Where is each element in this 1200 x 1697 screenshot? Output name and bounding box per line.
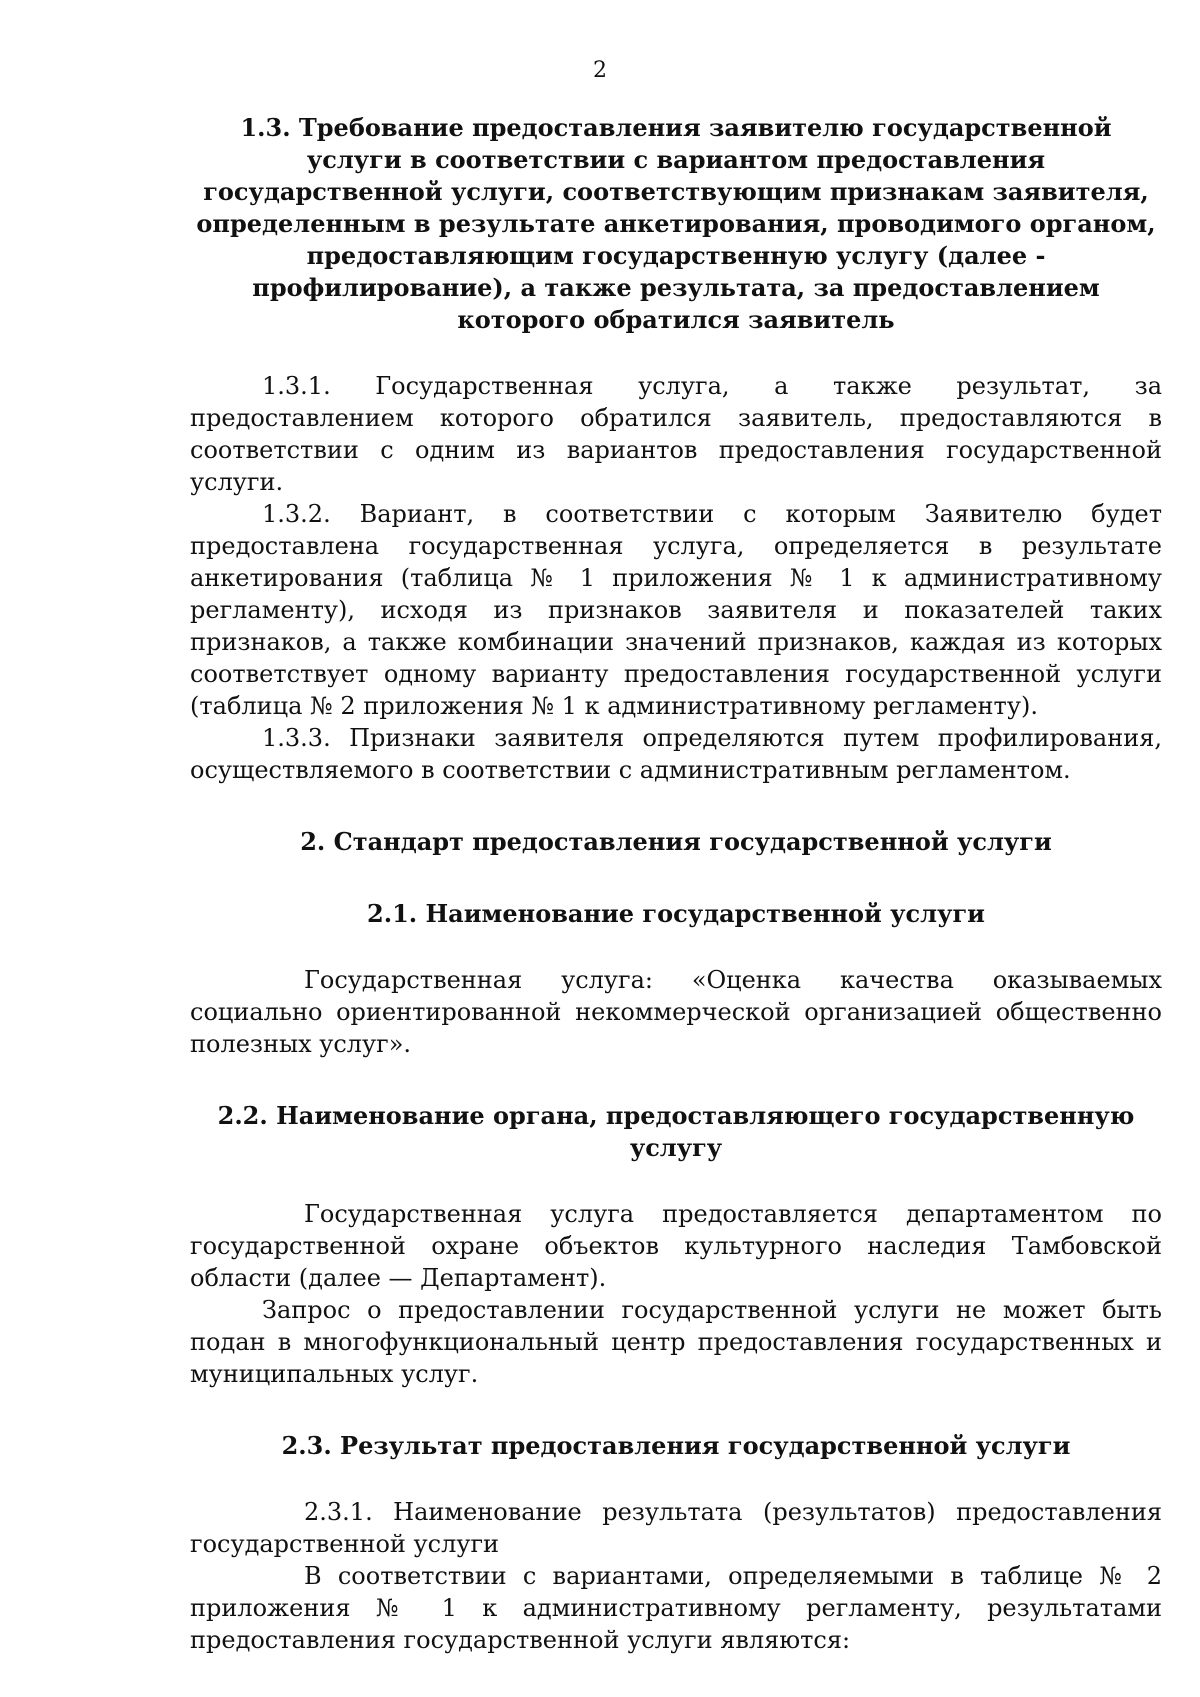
- spacer: [190, 1390, 1162, 1430]
- paragraph-2-3-2: В соответствии с вариантами, определяемыми в таблице № 2 приложения № 1 к административному регламенту, результатами предоставления государственной услуги являются:: [190, 1562, 1162, 1654]
- spacer: [190, 858, 1162, 898]
- page-number: 2: [593, 58, 607, 83]
- paragraph-2-3-1: 2.3.1. Наименование результата (результатов) предоставления государственной услуги: [190, 1498, 1162, 1558]
- paragraph-2-1-1: Государственная услуга: «Оценка качества оказываемых социально ориентированной некоммерческой организацией общественно полезных услуг».: [190, 966, 1162, 1058]
- paragraph-1-3-2: 1.3.2. Вариант, в соответствии с которым Заявителю будет предоставлена государственная услуга, определяется в результате анкетирования (таблица № 1 приложения № 1 к административному регламенту), исходя из признаков заявителя и показателей таких признаков, а также комбинации значений признаков, каждая из которых соответствует одному варианту предоставления государственной услуги (таблица № 2 приложения № 1 к административному регламенту).: [190, 500, 1162, 720]
- paragraph-2-2-2: Запрос о предоставлении государственной услуги не может быть подан в многофункциональный центр предоставления государственных и муниципальных услуг.: [190, 1296, 1162, 1388]
- heading-2-2: 2.2. Наименование органа, предоставляющего государственную услугу: [217, 1101, 1135, 1162]
- paragraph-1-3-1: 1.3.1. Государственная услуга, а также результат, за предоставлением которого обратился заявитель, предоставляются в соответствии с одним из вариантов предоставления государственной услуги.: [190, 372, 1162, 496]
- spacer: [190, 1060, 1162, 1100]
- heading-2-1: 2.1. Наименование государственной услуги: [367, 899, 985, 928]
- spacer: [190, 1462, 1162, 1496]
- page-content: [190, 112, 1162, 1656]
- paragraph-1-3-3: 1.3.3. Признаки заявителя определяются путем профилирования, осуществляемого в соответствии с административным регламентом.: [190, 724, 1162, 784]
- spacer: [190, 930, 1162, 964]
- spacer: [190, 1164, 1162, 1198]
- paragraph-2-2-1: Государственная услуга предоставляется департаментом по государственной охране объектов культурного наследия Тамбовской области (далее — Департамент).: [190, 1200, 1162, 1292]
- spacer: [190, 786, 1162, 826]
- heading-2-3: 2.3. Результат предоставления государственной услуги: [281, 1431, 1071, 1460]
- heading-2: 2. Стандарт предоставления государственной услуги: [300, 827, 1052, 856]
- heading-1-3: 1.3. Требование предоставления заявителю государственной услуги в соответствии с вариантом предоставления государственной услуги, соответствующим признакам заявителя, определенным в результате анкетирования, проводимого органом, предоставляющим государственную услугу (далее - профилирование), а также результата, за предоставлением которого обратился заявитель: [196, 113, 1156, 334]
- spacer: [190, 336, 1162, 370]
